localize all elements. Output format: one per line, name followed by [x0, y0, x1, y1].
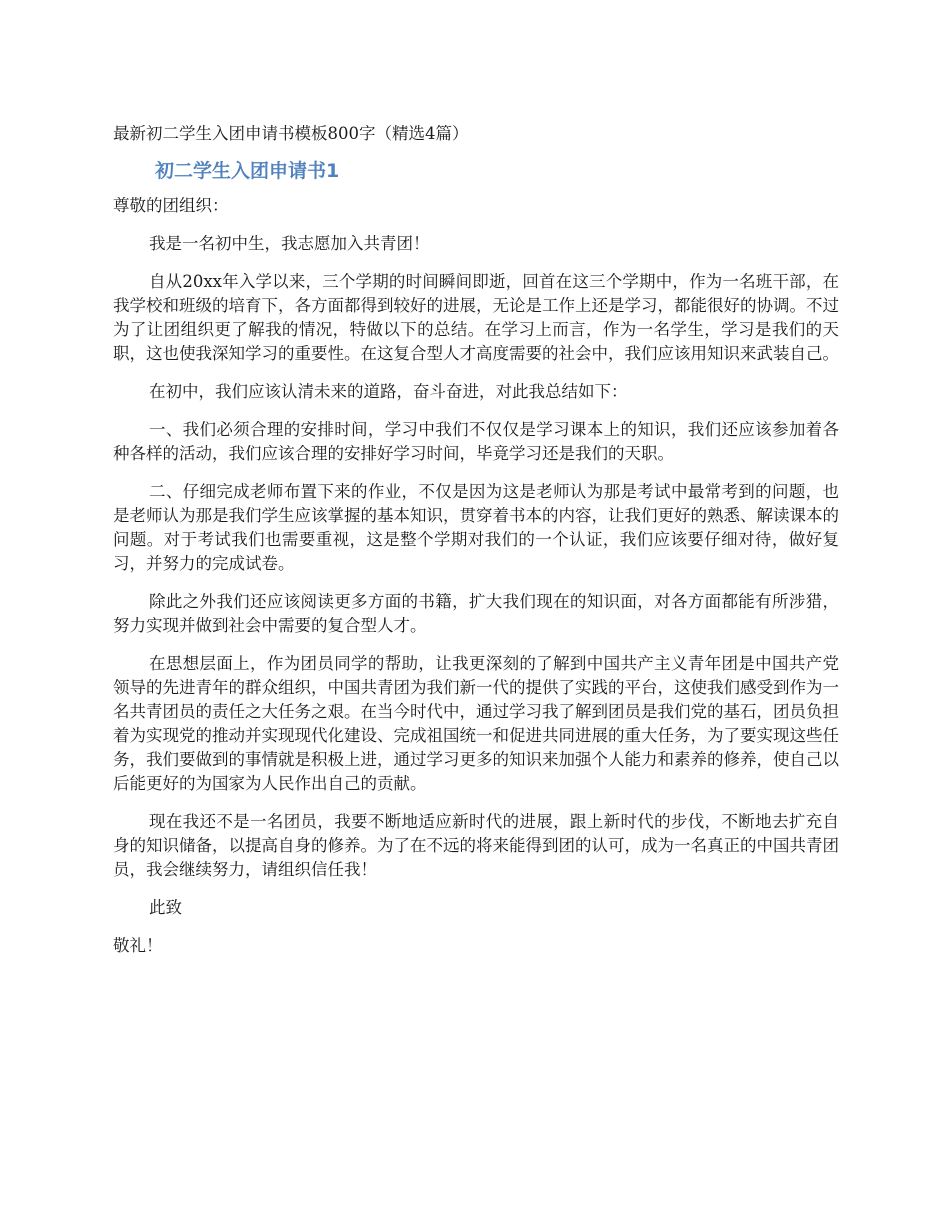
section-heading: 初二学生入团申请书1	[155, 160, 340, 182]
document-title: 最新初二学生入团申请书模板800字（精选4篇）	[113, 124, 469, 143]
salutation: 尊敬的团组织：	[113, 196, 229, 215]
document-content	[113, 122, 839, 972]
paragraph: 二、仔细完成老师布置下来的作业，不仅是因为这是老师认为那是考试中最常考到的问题，也是老师认为那是我们学生应该掌握的基本知识，贯穿着书本的内容，让我们更好的熟悉、解读课本的问题。对于考试我们也需要重视，这是整个学期对我们的一个认证，我们应该要仔细对待，做好复习，并努力的完成试卷。	[113, 482, 839, 573]
paragraph: 在思想层面上，作为团员同学的帮助，让我更深刻的了解到中国共产主义青年团是中国共产党领导的先进青年的群众组织，中国共青团为我们新一代的提供了实践的平台，这使我们感受到作为一名共青团员的责任之大任务之艰。在当今时代中，通过学习我了解到团员是我们党的基石，团员负担着为实现党的推动并实现现代化建设、完成祖国统一和促进共同进展的重大任务，为了要实现这些任务，我们要做到的事情就是积极上进，通过学习更多的知识来加强个人能力和素养的修养，使自己以后能更好的为国家为人民作出自己的贡献。	[113, 654, 839, 793]
paragraph: 在初中，我们应该认清未来的道路，奋斗奋进，对此我总结如下：	[149, 382, 628, 401]
closing-phrase: 此致	[149, 898, 182, 917]
paragraph: 除此之外我们还应该阅读更多方面的书籍，扩大我们现在的知识面，对各方面都能有所涉猎，努力实现并做到社会中需要的复合型人才。	[113, 592, 839, 635]
closing-salute: 敬礼！	[113, 936, 163, 955]
paragraph: 现在我还不是一名团员，我要不断地适应新时代的进展，跟上新时代的步伐，不断地去扩充自身的知识储备，以提高自身的修养。为了在不远的将来能得到团的认可，成为一名真正的中国共青团员，我会继续努力，请组织信任我！	[113, 812, 839, 879]
paragraph: 自从20xx年入学以来，三个学期的时间瞬间即逝，回首在这三个学期中，作为一名班干部，在我学校和班级的培育下，各方面都得到较好的进展，无论是工作上还是学习，都能很好的协调。不过为了让团组织更了解我的情况，特做以下的总结。在学习上而言，作为一名学生，学习是我们的天职，这也使我深知学习的重要性。在这复合型人才高度需要的社会中，我们应该用知识来武装自己。	[113, 272, 839, 363]
paragraph: 一、我们必须合理的安排时间，学习中我们不仅仅是学习课本上的知识，我们还应该参加着各种各样的活动，我们应该合理的安排好学习时间，毕竟学习还是我们的天职。	[113, 420, 839, 463]
paragraph: 我是一名初中生，我志愿加入共青团！	[149, 234, 430, 253]
